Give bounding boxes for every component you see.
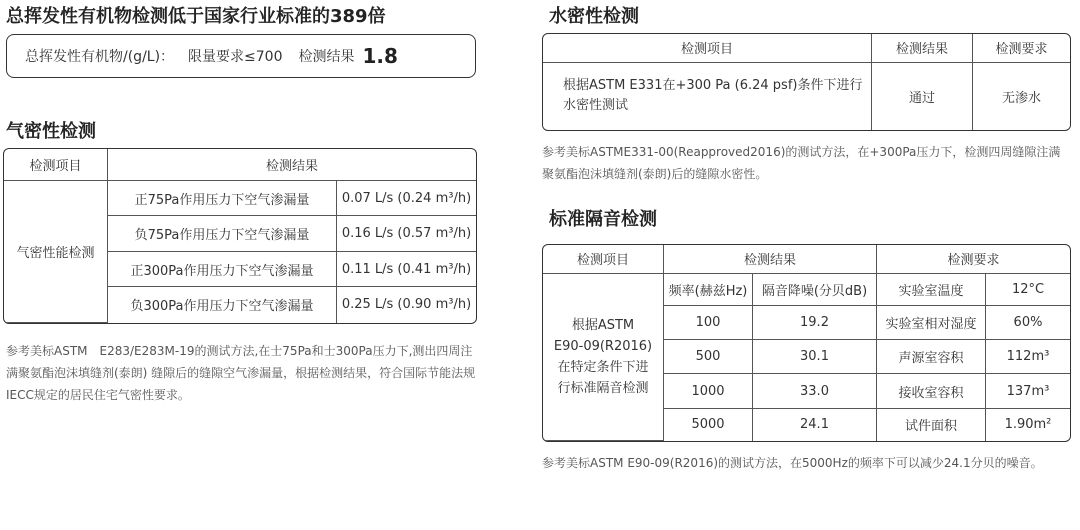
table-row xyxy=(543,62,1070,130)
sound-db: 24.1 xyxy=(753,408,877,440)
air-table xyxy=(3,148,477,324)
table-row xyxy=(543,273,1070,305)
sound-header-requirement: 检测要求 xyxy=(877,245,1071,273)
water-header-item: 检测项目 xyxy=(543,34,872,62)
air-item: 正75Pa作用压力下空气渗漏量 xyxy=(108,180,337,216)
sound-item-line: 根据ASTM xyxy=(571,317,635,333)
sound-item xyxy=(543,273,664,440)
air-note: 参考美标ASTM E283/E283M-19的测试方法,在士75Pa和士300Pa压力下,测出四周注满聚氨酯泡沫填缝剂(泰朗) 缝隙后的缝隙空气渗漏量，根据检测结果，符合国际节能法规IECC规定的居民住宅气密性要求。 xyxy=(6,344,476,402)
water-requirement: 无渗水 xyxy=(973,62,1071,130)
sound-req-value: 137m³ xyxy=(986,374,1071,408)
sound-item-line: 在特定条件下进 xyxy=(557,359,649,375)
voc-limit: 限量要求≤700 xyxy=(188,49,283,65)
sound-req-name: 试件面积 xyxy=(877,408,986,440)
sound-freq: 5000 xyxy=(664,408,753,440)
sound-freq: 1000 xyxy=(664,374,753,408)
sound-db: 19.2 xyxy=(753,305,877,339)
air-item: 正300Pa作用压力下空气渗漏量 xyxy=(108,251,337,287)
air-value: 0.25 L/s (0.90 m³/h) xyxy=(337,287,477,323)
sound-db: 33.0 xyxy=(753,374,877,408)
sound-req-name: 实验室温度 xyxy=(877,273,986,305)
sound-req-value: 60% xyxy=(986,305,1071,339)
sound-subheader-db: 隔音降噪(分贝dB) xyxy=(753,273,877,305)
sound-item-line: E90-09(R2016) xyxy=(553,338,653,354)
sound-title: 标准隔音检测 xyxy=(549,209,657,230)
sound-table xyxy=(542,244,1071,442)
water-table xyxy=(542,33,1071,131)
water-header-result: 检测结果 xyxy=(872,34,973,62)
air-value: 0.07 L/s (0.24 m³/h) xyxy=(337,180,477,216)
air-item: 负75Pa作用压力下空气渗漏量 xyxy=(108,216,337,252)
voc-title: 总挥发性有机物检测低于国家行业标准的389倍 xyxy=(6,6,386,27)
table-row xyxy=(4,180,476,216)
air-header-item: 检测项目 xyxy=(4,149,108,180)
sound-subheader-freq: 频率(赫兹Hz) xyxy=(664,273,753,305)
sound-req-value: 1.90m² xyxy=(986,408,1071,440)
air-value: 0.16 L/s (0.57 m³/h) xyxy=(337,216,477,252)
voc-label: 总挥发性有机物/(g/L)： xyxy=(25,49,175,65)
sound-header-item: 检测项目 xyxy=(543,245,664,273)
sound-req-name: 实验室相对湿度 xyxy=(877,305,986,339)
sound-freq: 100 xyxy=(664,305,753,339)
water-title: 水密性检测 xyxy=(549,6,639,27)
voc-result-box xyxy=(6,34,476,78)
air-title: 气密性检测 xyxy=(6,121,96,142)
water-note: 参考美标ASTME331-00(Reapproved2016)的测试方法，在+300Pa压力下，检测四周缝隙注满聚氨酯泡沫填缝剂(泰朗)后的缝隙水密性。 xyxy=(542,145,1061,181)
sound-req-value: 112m³ xyxy=(986,340,1071,374)
sound-freq: 500 xyxy=(664,340,753,374)
sound-db: 30.1 xyxy=(753,340,877,374)
air-value: 0.11 L/s (0.41 m³/h) xyxy=(337,251,477,287)
sound-note: 参考美标ASTM E90-09(R2016)的测试方法，在5000Hz的频率下可以减少24.1分贝的噪音。 xyxy=(542,456,1043,470)
air-row-label: 气密性能检测 xyxy=(4,180,108,322)
water-header-requirement: 检测要求 xyxy=(973,34,1071,62)
water-item: 根据ASTM E331在+300 Pa (6.24 psf)条件下进行水密性测试 xyxy=(543,62,872,130)
sound-item-line: 行标准隔音检测 xyxy=(557,380,649,396)
voc-result-value: 1.8 xyxy=(362,44,398,68)
water-result: 通过 xyxy=(872,62,973,130)
sound-req-name: 接收室容积 xyxy=(877,374,986,408)
air-item: 负300Pa作用压力下空气渗漏量 xyxy=(108,287,337,323)
air-header-result: 检测结果 xyxy=(108,149,477,180)
sound-req-value: 12°C xyxy=(986,273,1071,305)
sound-header-result: 检测结果 xyxy=(664,245,877,273)
voc-result-label: 检测结果 xyxy=(298,49,355,65)
sound-req-name: 声源室容积 xyxy=(877,340,986,374)
